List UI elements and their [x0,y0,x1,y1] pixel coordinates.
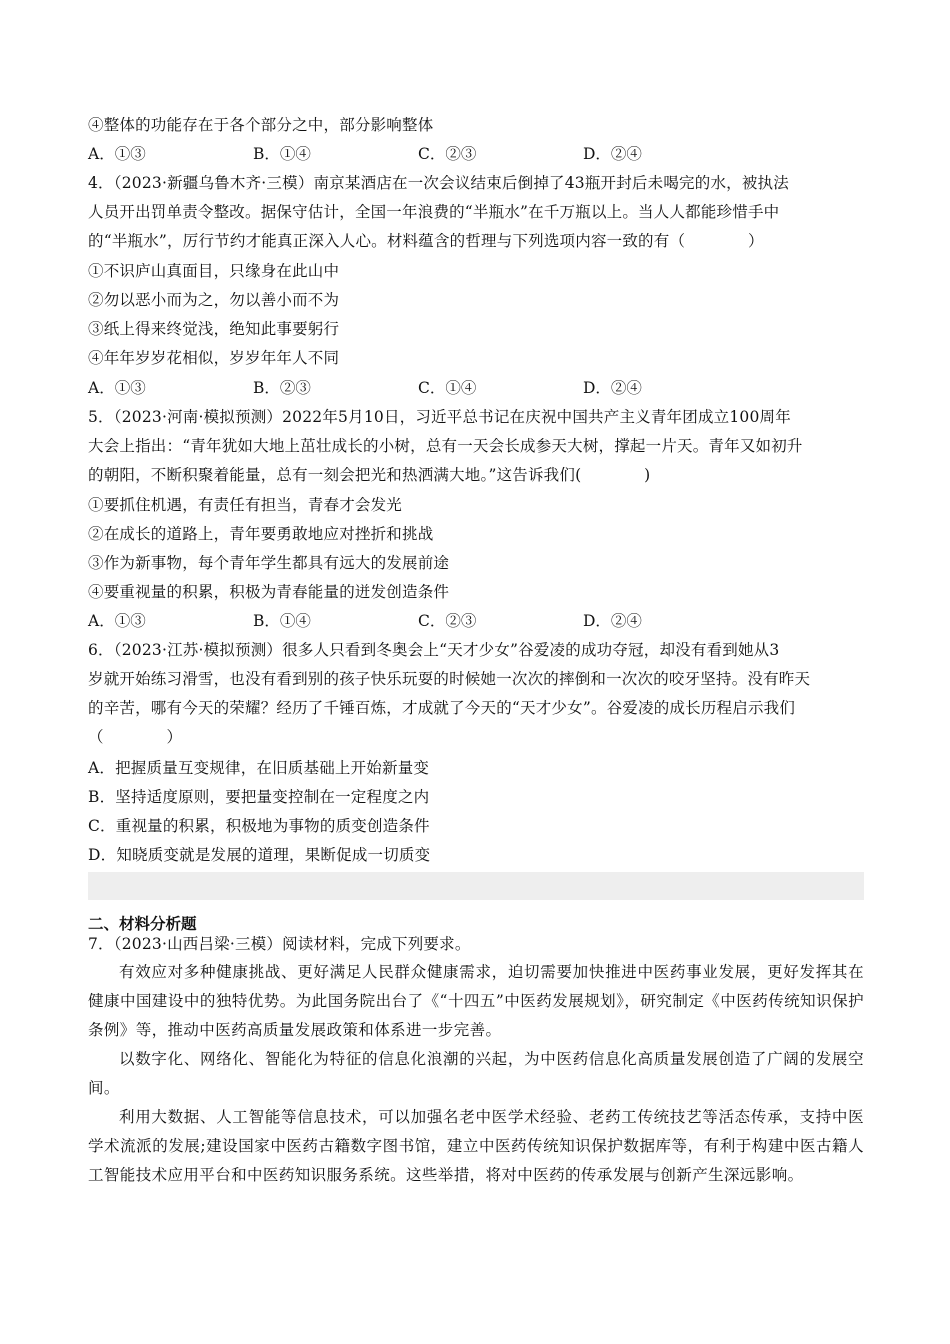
q5-stem-line-1: 5．（2023·河南·模拟预测）2022年5月10日，习近平总书记在庆祝中国共产主义青年团成立100周年 [88,408,791,426]
q4-stem-line-2: 人员开出罚单责令整改。据保守估计，全国一年浪费的“半瓶水”在千万瓶以上。当人人都能珍惜手中 [88,203,780,221]
section-heading: 二、材料分析题 [88,914,197,933]
q4-option-b[interactable]: B．②③ [253,379,311,397]
q3-item-4: ④整体的功能存在于各个部分之中，部分影响整体 [88,116,434,134]
q5-option-d[interactable]: D．②④ [583,612,642,630]
q6-option-c[interactable]: C．重视量的积累，积极地为事物的质变创造条件 [88,817,430,835]
divider-bar [88,872,864,900]
q4-options [88,378,788,398]
q4-item-4: ④年年岁岁花相似，岁岁年年人不同 [88,349,340,367]
q5-item-1: ①要抓住机遇，有责任有担当，青春才会发光 [88,496,403,514]
q5-stem-line-2: 大会上指出：“青年犹如大地上茁壮成长的小树，总有一天会长成参天大树，撑起一片天。青年又如初升 [88,437,803,455]
q7-intro: 7．（2023·山西吕梁·三模）阅读材料，完成下列要求。 [88,935,471,953]
q5-option-a[interactable]: A．①③ [88,612,146,630]
q4-item-2: ②勿以恶小而为之，勿以善小而不为 [88,291,340,309]
q4-item-3: ③纸上得来终觉浅，绝知此事要躬行 [88,320,340,338]
material-paragraph-3: 利用大数据、人工智能等信息技术，可以加强名老中医学术经验、老药工传统技艺等活态传承，支持中医学术流派的发展;建设国家中医药古籍数字图书馆，建立中医药传统知识保护数据库等，有利于构建中医古籍人工智能技术应用平台和中医药知识服务系统。这些举措，将对中医药的传承发展与创新产生深远影响。 [88,1108,864,1184]
q6-option-d[interactable]: D．知晓质变就是发展的道理，果断促成一切质变 [88,846,431,864]
q4-option-c[interactable]: C．①④ [418,379,477,397]
q5-option-c[interactable]: C．②③ [418,612,477,630]
q5-option-b[interactable]: B．①④ [253,612,311,630]
q6-option-b[interactable]: B．坚持适度原则，要把量变控制在一定程度之内 [88,788,430,806]
q3-option-d[interactable]: D．②④ [583,145,642,163]
q4-stem-line-1: 4．（2023·新疆乌鲁木齐·三模）南京某酒店在一次会议结束后倒掉了43瓶开封后未喝完的水，被执法 [88,174,789,192]
q3-options [88,144,788,164]
q3-option-b[interactable]: B．①④ [253,145,311,163]
q6-option-a[interactable]: A．把握质量互变规律，在旧质基础上开始新量变 [88,759,430,777]
material-paragraph-2: 以数字化、网络化、智能化为特征的信息化浪潮的兴起，为中医药信息化高质量发展创造了广阔的发展空间。 [88,1050,864,1097]
q4-option-d[interactable]: D．②④ [583,379,642,397]
q4-option-a[interactable]: A．①③ [88,379,146,397]
q5-item-4: ④要重视量的积累，积极为青春能量的迸发创造条件 [88,583,450,601]
q3-option-c[interactable]: C．②③ [418,145,477,163]
q4-item-1: ①不识庐山真面目，只缘身在此山中 [88,262,340,280]
q5-stem-line-3: 的朝阳，不断积聚着能量，总有一刻会把光和热洒满大地。”这告诉我们( ) [88,466,651,484]
q5-options [88,611,788,631]
q3-option-a[interactable]: A．①③ [88,145,146,163]
q4-stem-line-3: 的“半瓶水”，厉行节约才能真正深入人心。材料蕴含的哲理与下列选项内容一致的有（ ） [88,232,764,250]
q6-stem-line-2: 岁就开始练习滑雪，也没有看到别的孩子快乐玩耍的时候她一次次的摔倒和一次次的咬牙坚持。没有昨天 [88,670,811,688]
q5-item-2: ②在成长的道路上，青年要勇敢地应对挫折和挑战 [88,525,434,543]
q5-item-3: ③作为新事物，每个青年学生都具有远大的发展前途 [88,554,450,572]
material-paragraph-1: 有效应对多种健康挑战、更好满足人民群众健康需求，迫切需要加快推进中医药事业发展，更好发挥其在健康中国建设中的独特优势。为此国务院出台了《“十四五”中医药发展规划》，研究制定《中医药传统知识保护条例》等，推动中医药高质量发展政策和体系进一步完善。 [88,963,864,1039]
q6-stem-line-1: 6．（2023·江苏·模拟预测）很多人只看到冬奥会上“天才少女”谷爱凌的成功夺冠，却没有看到她从3 [88,641,780,659]
q6-stem-line-3: 的辛苦，哪有今天的荣耀？经历了千锤百炼，才成就了今天的“天才少女”。谷爱凌的成长历程启示我们 [88,699,796,717]
q6-stem-line-4: （ ） [88,728,183,746]
